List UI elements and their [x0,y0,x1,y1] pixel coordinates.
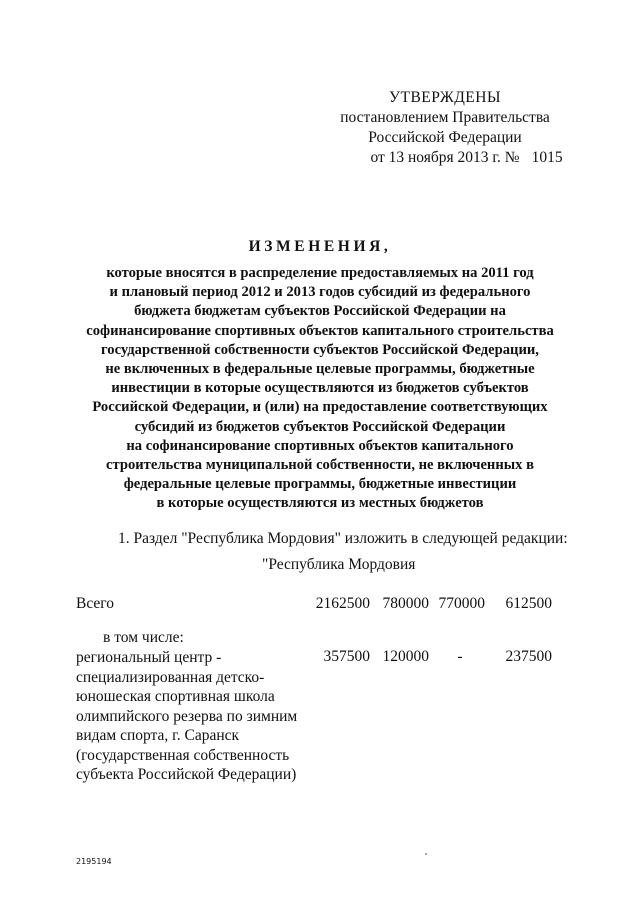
approval-line-2: Российской Федерации [368,129,522,146]
document-title: ИЗМЕНЕНИЯ, [248,238,392,255]
facility-value-2: 120000 [382,648,429,665]
facility-line: олимпийского резерва по зимним [76,707,298,725]
subtitle-line: инвестиции в которые осуществляются из бюджетов субъектов [111,380,529,397]
facility-line: юношеская спортивная школа [76,688,275,705]
subtitle-line: строительства муниципальной собственности, не включенных в [106,457,534,474]
facility-line: субъекта Российской Федерации) [76,766,297,783]
subtitle-line: которые вносятся в распределение предоставляемых на 2011 год [106,265,534,281]
subtitle-line: федеральные целевые программы, бюджетные инвестиции [123,476,517,493]
subtitle-line: софинансирование спортивных объектов капитального строительства [86,322,554,339]
footer-code: 2195194 [76,857,112,866]
region-heading: "Республика Мордовия [262,556,416,573]
subtitle-line: в которые осуществляются из местных бюджетов [156,495,484,512]
subtitle-line: не включенных в федеральные целевые программы, бюджетные [105,361,535,378]
approval-block [330,88,563,168]
facility-value-4: 237500 [505,648,552,665]
facility-line: специализированная детско- [76,668,265,686]
facility-line: видам спорта, г. Саранск [76,727,240,744]
scan-dot [425,853,427,855]
total-label: Всего [76,595,115,612]
approval-line-1: постановлением Правительства [340,109,550,126]
subtitle-line: бюджета бюджетам субъектов Российской Федерации на [134,303,506,320]
facility-line: региональный центр - [76,649,222,666]
total-value-2: 780000 [382,595,429,612]
approval-number: 1015 [531,149,563,166]
total-value-3: 770000 [438,595,485,612]
subtitle-line: субсидий из бюджетов субъектов Российской Федерации [134,418,506,435]
facility-value-1: 357500 [323,648,370,665]
total-value-1: 2162500 [315,595,370,612]
subtitle-line: и плановый период 2012 и 2013 годов субсидий из федерального [109,284,531,301]
subtitle-line: государственной собственности субъектов Российской Федерации, [101,341,539,358]
total-value-4: 612500 [505,595,552,612]
approval-heading: УТВЕРЖДЕНЫ [389,89,501,106]
approval-date-line [330,148,563,168]
subtitle-line: на софинансирование спортивных объектов капитального [126,437,514,454]
approval-date: от 13 ноября 2013 г. № [370,149,520,166]
subtitle-line: Российской Федерации, и (или) на предоставление соответствующих [92,399,548,416]
document-subtitle [40,264,600,514]
facility-line: (государственная собственность [76,746,290,764]
facility-value-3: - [457,648,463,665]
paragraph-1: 1. Раздел "Республика Мордовия" изложить в следующей редакции: [118,530,568,547]
facility-description [76,648,311,785]
including-label: в том числе: [103,629,184,646]
